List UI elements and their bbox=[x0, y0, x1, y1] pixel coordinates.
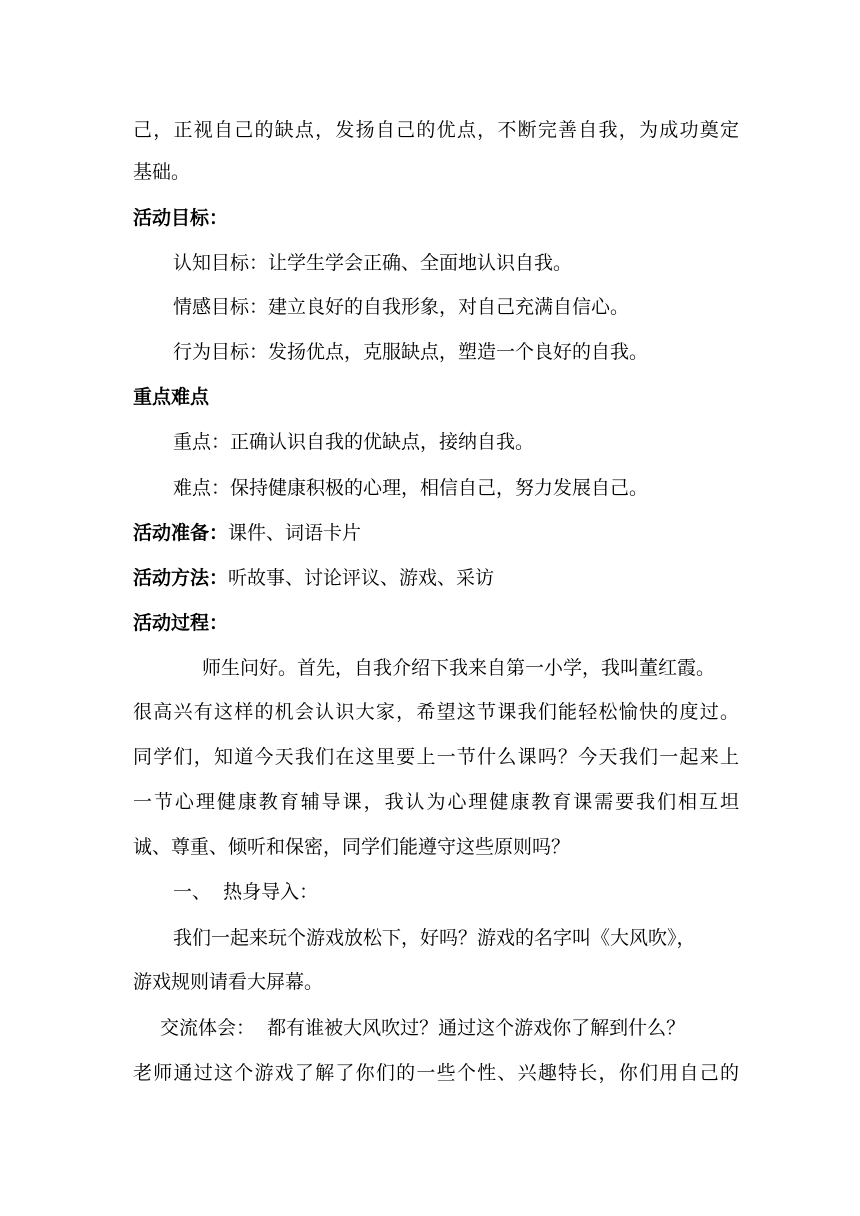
reflection-line-2: 老师通过这个游戏了解了你们的一些个性、兴趣特长，你们用自己的 bbox=[133, 1062, 739, 1084]
process-para1-line-3: 同学们，知道今天我们在这里要上一节什么课吗？今天我们一起来上 bbox=[133, 746, 739, 768]
key-difficult-heading: 重点难点 bbox=[133, 386, 210, 408]
goal-emotional: 情感目标：建立良好的自我形象，对自己充满自信心。 bbox=[173, 296, 630, 318]
intro-line-1: 己，正视自己的缺点，发扬自己的优点，不断完善自我，为成功奠定 bbox=[133, 119, 739, 141]
warmup-para-line-2: 游戏规则请看大屏幕。 bbox=[133, 971, 324, 993]
difficult-point: 难点：保持健康积极的心理，相信自己，努力发展自己。 bbox=[173, 477, 649, 499]
method-value: 听故事、讨论评议、游戏、采访 bbox=[228, 567, 495, 589]
process-para1-line-5: 诚、尊重、倾听和保密，同学们能遵守这些原则吗？ bbox=[133, 836, 571, 858]
method-label: 活动方法： bbox=[133, 567, 229, 589]
preparation-label: 活动准备： bbox=[133, 522, 229, 544]
goal-cognitive: 认知目标：让学生学会正确、全面地认识自我。 bbox=[173, 252, 573, 274]
warmup-para-line-1: 我们一起来玩个游戏放松下，好吗？游戏的名字叫《大风吹》， bbox=[173, 927, 696, 949]
intro-line-2: 基础。 bbox=[133, 161, 191, 183]
section-warmup-heading: 一、 热身导入： bbox=[173, 881, 319, 903]
method-line bbox=[133, 566, 494, 590]
goal-behavior: 行为目标：发扬优点，克服缺点，塑造一个良好的自我。 bbox=[173, 341, 649, 363]
process-para1-line-4: 一节心理健康教育辅导课，我认为心理健康教育课需要我们相互坦 bbox=[133, 791, 739, 813]
preparation-line bbox=[133, 521, 361, 545]
process-para1-line-2: 很高兴有这样的机会认识大家，希望这节课我们能轻松愉快的度过。 bbox=[133, 701, 739, 723]
reflection-line-1: 交流体会： 都有谁被大风吹过？通过这个游戏你了解到什么？ bbox=[160, 1017, 686, 1039]
goals-heading: 活动目标： bbox=[133, 207, 229, 229]
process-heading: 活动过程： bbox=[133, 612, 229, 634]
process-para1-line-1: 师生问好。首先，自我介绍下我来自第一小学，我叫董红霞。 bbox=[202, 657, 716, 679]
key-point: 重点：正确认识自我的优缺点，接纳自我。 bbox=[173, 431, 535, 453]
preparation-value: 课件、词语卡片 bbox=[228, 522, 362, 544]
